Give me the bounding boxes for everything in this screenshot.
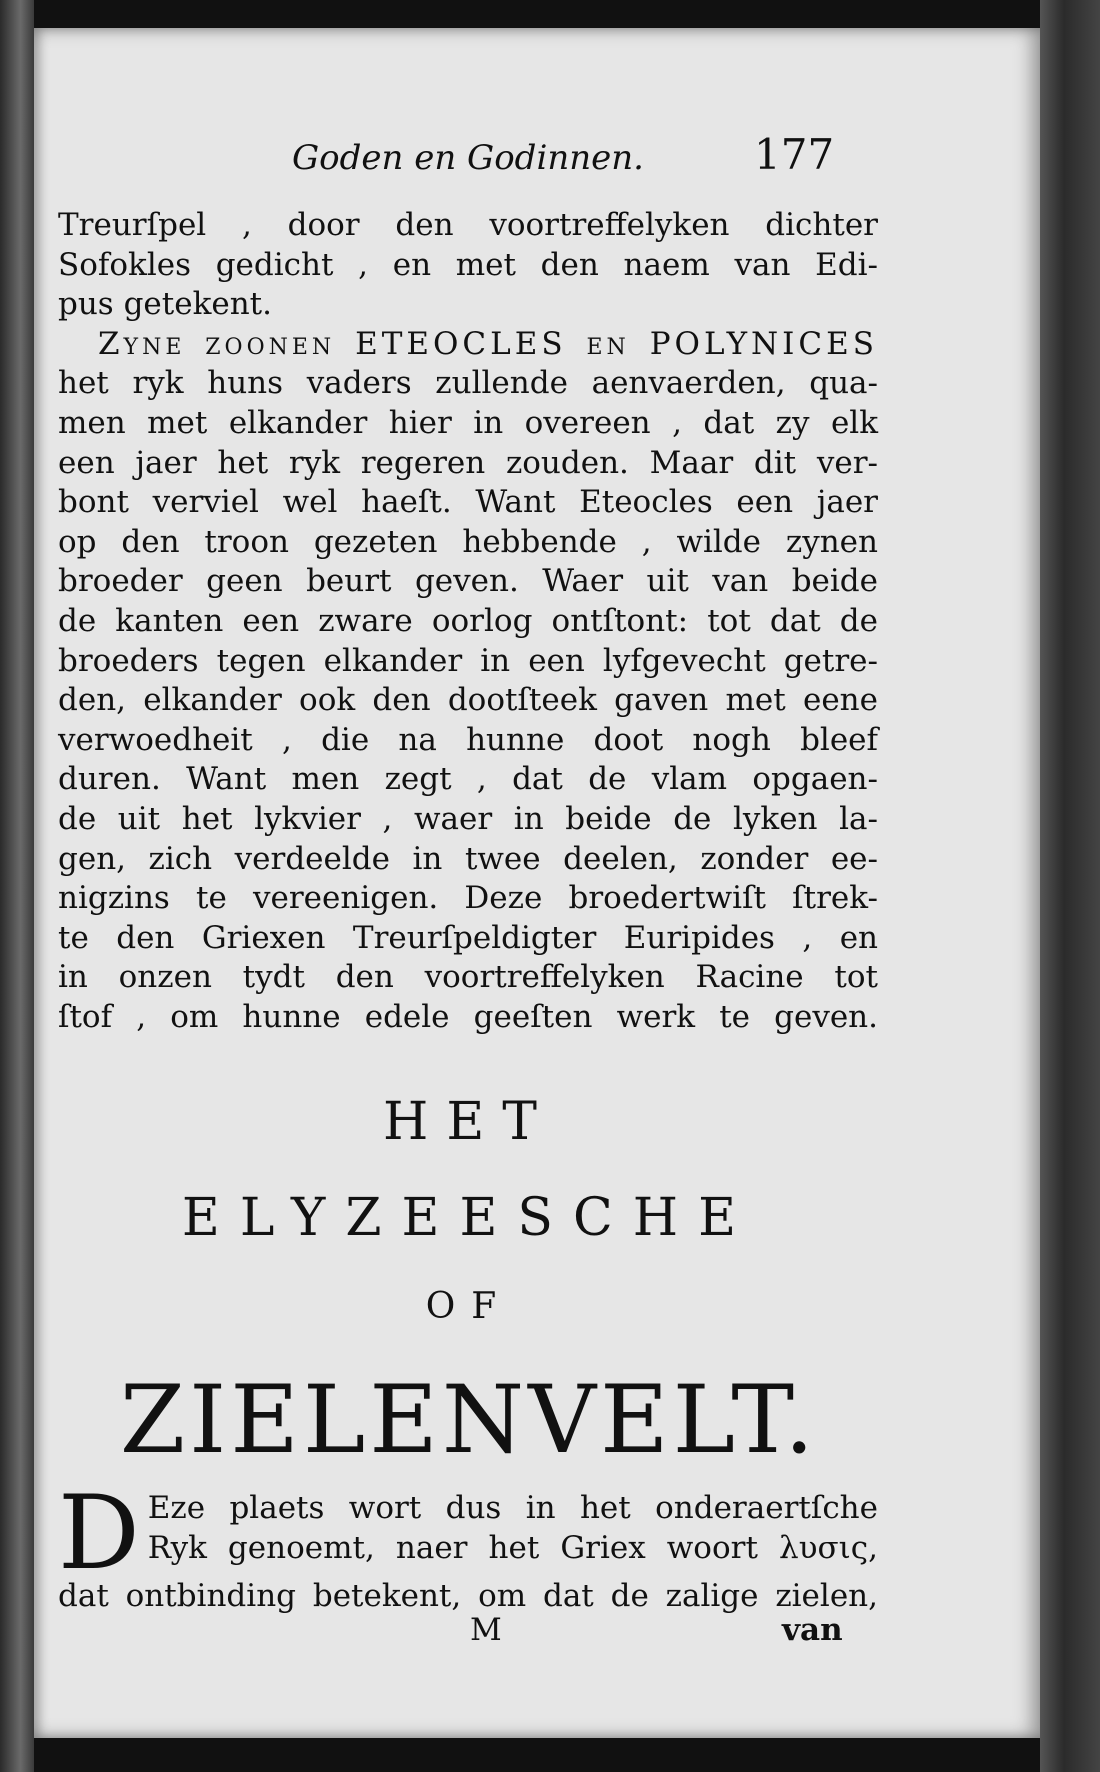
text-line: op den troon gezeten hebbende , wilde zynen [58,523,878,560]
text-line: een jaer het ryk regeren zouden. Maar dit ver- [58,444,878,481]
text-line: duren. Want men zegt , dat de vlam opgaen- [58,761,878,798]
text-line: pus getekent. [58,286,272,323]
running-head [34,124,1040,184]
catchword: van [782,1612,843,1648]
section-heading-elyzeesche: ELYZEESCHE [181,1188,757,1248]
text-line: ſtof , om hunne edele geeſten werk te geven. [58,998,878,1035]
text-line: in onzen tydt den voortreffelyken Racine tot [58,959,878,996]
text-line: gen, zich verdeelde in twee deelen, zonder ee- [58,840,878,877]
text-line: het ryk huns vaders zullende aenvaerden, qua- [58,365,878,402]
section-heading-het: HET [383,1092,555,1152]
page-number: 177 [754,130,835,179]
section-heading-of: OF [425,1286,513,1327]
text-line: Treurſpel , door den voortreffelyken dichter [58,207,878,243]
text-line: bont verviel wel haeſt. Want Eteocles een jaer [58,484,878,521]
running-title: Goden en Godinnen. [292,138,644,178]
text-line: Zyne zoonen ETEOCLES en POLYNICES [98,325,878,362]
book-page [34,28,1040,1738]
text-line: de kanten een zware oorlog ontſtont: tot dat de [58,602,878,639]
drop-cap: D [58,1474,140,1593]
text-line: den, elkander ook den dootſteek gaven met eene [58,682,878,719]
text-line: Sofokles gedicht , en met den naem van Edi- [58,246,878,283]
text-line: nigzins te vereenigen. Deze broedertwiſt ſtrek- [58,880,878,917]
text-line: dat ontbinding betekent, om dat de zalige zielen, [58,1578,878,1614]
text-line: verwoedheit , die na hunne doot nogh bleef [58,721,878,758]
text-line: broeders tegen elkander in een lyfgevecht getre- [58,642,878,679]
section-heading-zielenvelt: ZIELENVELT. [119,1366,819,1475]
text-line: Ryk genoemt, naer het Griex woort λυσις, [147,1530,878,1566]
signature-mark: M [470,1612,502,1648]
text-line: broeder geen beurt geven. Waer uit van beide [58,563,878,600]
body-text-section [58,1474,878,1616]
book-edge [1040,0,1100,1772]
text-line: de uit het lykvier , waer in beide de lyken la- [58,800,878,837]
text-line: Eze plaets wort dus in het onderaertſche [147,1490,878,1526]
body-text [58,206,878,1037]
text-line: te den Griexen Treurſpeldigter Euripides , en [58,919,878,956]
text-line: men met elkander hier in overeen , dat zy elk [58,404,878,441]
book-spine [0,0,34,1772]
